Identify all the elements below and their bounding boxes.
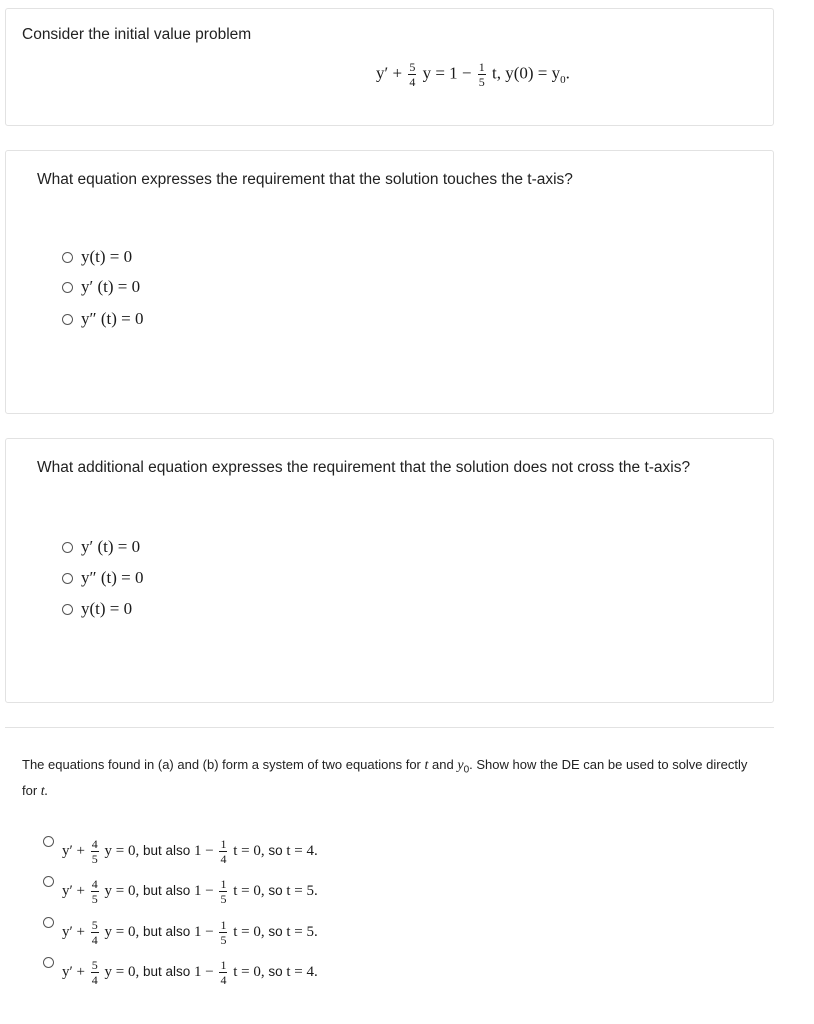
frac-den: 5 (220, 933, 227, 947)
opt-frac-b (219, 919, 227, 946)
intro-card (5, 8, 774, 126)
radio-icon[interactable] (62, 282, 73, 293)
q2-option-0[interactable] (62, 537, 140, 557)
opt-prefix: y′ + (62, 882, 85, 899)
eq-frac-5-4 (408, 61, 416, 88)
opt-mid: y = 0, (104, 923, 140, 940)
opt-mid: y = 0, (104, 882, 140, 899)
question-1-card (5, 150, 774, 414)
opt-prefix: y′ + (62, 923, 85, 940)
opt-result: t = 4. (286, 842, 318, 859)
opt-so: so (268, 882, 283, 898)
q1-option-1[interactable] (62, 277, 140, 297)
opt-frac-a (91, 959, 99, 986)
q1-option-2-label: y″ (t) = 0 (81, 309, 144, 328)
radio-icon[interactable] (62, 573, 73, 584)
opt-one: 1 − (194, 842, 214, 859)
radio-icon[interactable] (62, 542, 73, 553)
radio-icon[interactable] (43, 957, 54, 968)
frac-den: 4 (91, 973, 98, 987)
eq-lhs-prefix: y′ + (376, 63, 403, 83)
question-2-card (5, 438, 774, 703)
radio-icon[interactable] (62, 604, 73, 615)
opt-tail: t = 0, (233, 842, 265, 859)
opt-one: 1 − (194, 923, 214, 940)
q1-option-0-label: y(t) = 0 (81, 247, 133, 266)
frac-num: 5 (91, 958, 98, 972)
q2-option-1-label: y″ (t) = 0 (81, 568, 144, 587)
q3-option-3[interactable] (43, 959, 318, 986)
opt-tail: t = 0, (233, 882, 265, 899)
q1-option-0[interactable] (62, 247, 132, 267)
frac-den: 4 (220, 973, 227, 987)
intro-text: Consider the initial value problem (22, 26, 252, 43)
opt-frac-b (219, 878, 227, 905)
ivp-equation (376, 61, 570, 88)
q3-option-2[interactable] (43, 919, 318, 946)
frac-num: 1 (220, 837, 227, 851)
q2-option-1[interactable] (62, 568, 143, 588)
eq-frac-num: 5 (409, 60, 416, 74)
q3-y-sub: 0 (463, 764, 470, 776)
opt-mid: y = 0, (104, 963, 140, 980)
q3-part1: The equations found in (a) and (b) form a system of two equations for (22, 757, 421, 772)
eq-sub: 0 (560, 73, 566, 86)
eq-frac2-den: 5 (478, 75, 485, 89)
opt-so: so (268, 963, 283, 979)
q3-option-1-expr (62, 878, 318, 905)
q3-option-3-expr (62, 959, 318, 986)
opt-but: but also (142, 842, 191, 858)
frac-num: 4 (91, 837, 98, 851)
opt-mid: y = 0, (104, 842, 140, 859)
opt-result: t = 4. (286, 963, 318, 980)
frac-den: 5 (220, 892, 227, 906)
opt-but: but also (142, 882, 191, 898)
radio-icon[interactable] (43, 917, 54, 928)
question-3-text (22, 755, 767, 802)
radio-icon[interactable] (43, 876, 54, 887)
q3-option-0[interactable] (43, 838, 318, 865)
opt-but: but also (142, 963, 191, 979)
frac-den: 5 (91, 852, 98, 866)
frac-num: 1 (220, 918, 227, 932)
q3-line2-prefix: for (22, 782, 38, 798)
eq-rhs-suffix: t, y(0) = y (492, 63, 561, 83)
q3-option-0-expr (62, 838, 318, 865)
q3-y-var: y (457, 758, 464, 773)
q3-t-var: t (424, 758, 429, 773)
q1-option-1-label: y′ (t) = 0 (81, 277, 141, 296)
opt-frac-a (91, 919, 99, 946)
frac-num: 1 (220, 877, 227, 891)
question-2-text: What additional equation expresses the requirement that the solution does not cross the t-axis? (37, 459, 691, 476)
eq-frac-1-5 (478, 61, 486, 88)
radio-icon[interactable] (62, 314, 73, 325)
q3-line2-t: t. (40, 783, 49, 799)
eq-frac-den: 4 (409, 75, 416, 89)
opt-one: 1 − (194, 882, 214, 899)
q3-option-1[interactable] (43, 878, 318, 905)
q3-option-2-expr (62, 919, 318, 946)
opt-one: 1 − (194, 963, 214, 980)
q3-part2: . Show how the DE can be used to solve directly (469, 757, 748, 772)
frac-num: 5 (91, 918, 98, 932)
opt-frac-b (219, 838, 227, 865)
q2-option-2-label: y(t) = 0 (81, 599, 133, 618)
frac-den: 5 (91, 892, 98, 906)
question-3-section (5, 727, 774, 1018)
radio-icon[interactable] (62, 252, 73, 263)
q2-option-0-label: y′ (t) = 0 (81, 537, 141, 556)
opt-so: so (268, 842, 283, 858)
opt-tail: t = 0, (233, 923, 265, 940)
frac-den: 4 (220, 852, 227, 866)
opt-frac-a (91, 878, 99, 905)
eq-frac2-num: 1 (478, 60, 485, 74)
radio-icon[interactable] (43, 836, 54, 847)
opt-so: so (268, 923, 283, 939)
q1-option-2[interactable] (62, 309, 143, 329)
opt-prefix: y′ + (62, 963, 85, 980)
frac-num: 1 (220, 958, 227, 972)
opt-frac-b (219, 959, 227, 986)
opt-frac-a (91, 838, 99, 865)
opt-tail: t = 0, (233, 963, 265, 980)
question-1-text: What equation expresses the requirement that the solution touches the t-axis? (37, 171, 573, 188)
opt-but: but also (142, 923, 191, 939)
opt-result: t = 5. (286, 923, 318, 940)
opt-prefix: y′ + (62, 842, 85, 859)
frac-num: 4 (91, 877, 98, 891)
opt-result: t = 5. (286, 882, 318, 899)
q2-option-2[interactable] (62, 599, 132, 619)
eq-lhs-suffix: y = 1 − (422, 63, 472, 83)
frac-den: 4 (91, 933, 98, 947)
eq-end: . (565, 63, 570, 83)
q3-and: and (432, 757, 454, 772)
